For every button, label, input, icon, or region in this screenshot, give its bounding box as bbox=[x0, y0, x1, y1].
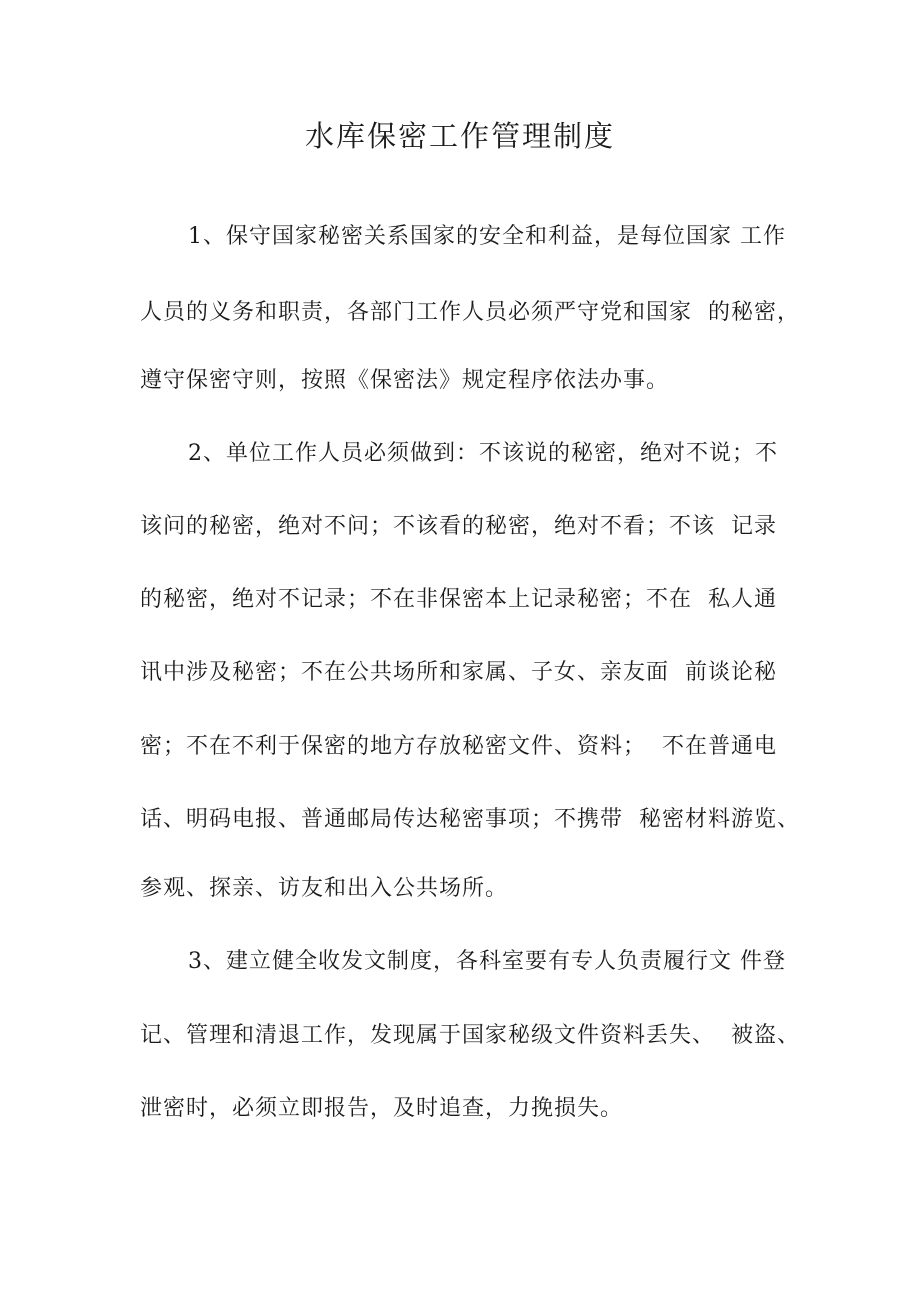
paragraph-1-line-2: 人员的义务和职责，各部门工作人员必须严守党和国家 的秘密， bbox=[140, 300, 800, 325]
paragraph-1-line-3: 遵守保密守则，按照《保密法》规定程序依法办事。 bbox=[140, 368, 670, 393]
paragraph-2-line-6: 话、明码电报、普通邮局传达秘密事项；不携带 秘密材料游览、 bbox=[140, 807, 800, 832]
paragraph-2-line-1: 2、单位工作人员必须做到：不该说的秘密，绝对不说；不 bbox=[188, 441, 778, 466]
paragraph-1-line-1: 1、保守国家秘密关系国家的安全和利益，是每位国家 工作 bbox=[188, 224, 786, 249]
paragraph-2-line-2: 该问的秘密，绝对不问；不该看的秘密，绝对不看；不该 记录 bbox=[140, 514, 777, 539]
paragraph-3-line-3: 泄密时，必须立即报告，及时追查，力挽损失。 bbox=[140, 1096, 624, 1121]
paragraph-2-line-7: 参观、探亲、访友和出入公共场所。 bbox=[140, 876, 509, 901]
paragraph-3-line-1: 3、建立健全收发文制度，各科室要有专人负责履行文 件登 bbox=[188, 949, 786, 974]
paragraph-2-line-3: 的秘密，绝对不记录；不在非保密本上记录秘密；不在 私人通 bbox=[140, 587, 777, 612]
document-title: 水库保密工作管理制度 bbox=[304, 119, 615, 153]
paragraph-2-line-5: 密；不在不利于保密的地方存放秘密文件、资料； 不在普通电 bbox=[140, 734, 777, 759]
paragraph-2-line-4: 讯中涉及秘密；不在公共场所和家属、子女、亲友面 前谈论秘 bbox=[140, 660, 777, 685]
paragraph-3-line-2: 记、管理和清退工作，发现属于国家秘级文件资料丢失、 被盗、 bbox=[140, 1023, 800, 1048]
